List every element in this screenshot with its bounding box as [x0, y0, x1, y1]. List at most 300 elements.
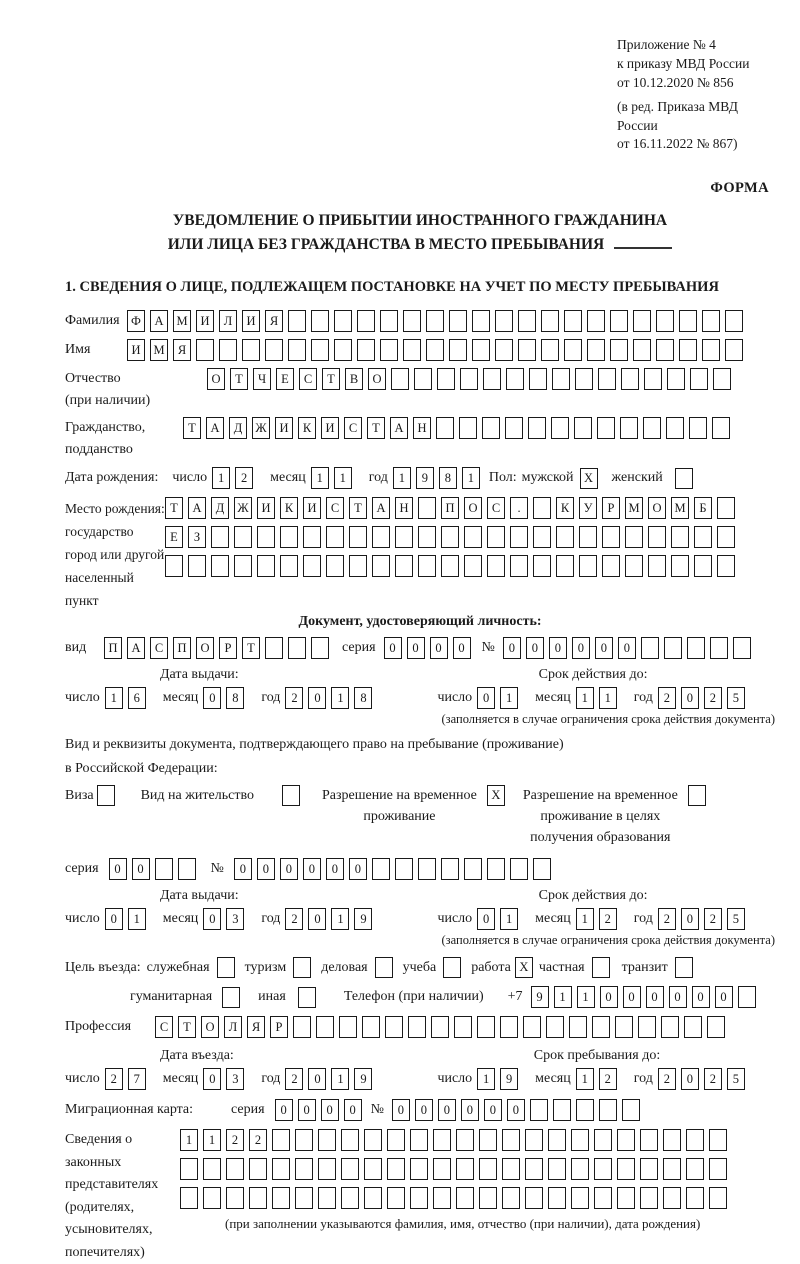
cell[interactable]: А: [127, 637, 145, 659]
cell[interactable]: З: [188, 526, 206, 548]
cell[interactable]: [431, 1016, 449, 1038]
cell[interactable]: 2: [599, 908, 617, 930]
cell[interactable]: [579, 555, 597, 577]
cell[interactable]: 0: [105, 908, 123, 930]
cell[interactable]: И: [242, 310, 260, 332]
doc-series-boxes[interactable]: [384, 637, 476, 659]
cell[interactable]: [414, 368, 432, 390]
cell[interactable]: 0: [308, 687, 326, 709]
cell[interactable]: [571, 1158, 589, 1180]
cell[interactable]: [599, 1099, 617, 1121]
cell[interactable]: Ф: [127, 310, 145, 332]
cell[interactable]: 1: [576, 687, 594, 709]
cell[interactable]: [625, 555, 643, 577]
cell[interactable]: [295, 1158, 313, 1180]
cell[interactable]: [663, 1129, 681, 1151]
cell[interactable]: [418, 497, 436, 519]
cell[interactable]: Т: [183, 417, 201, 439]
cell[interactable]: 2: [599, 1068, 617, 1090]
cell[interactable]: [459, 417, 477, 439]
cell[interactable]: [341, 1187, 359, 1209]
cell[interactable]: 1: [599, 687, 617, 709]
cell[interactable]: [257, 526, 275, 548]
cell[interactable]: 0: [623, 986, 641, 1008]
cell[interactable]: [664, 637, 682, 659]
cell[interactable]: [265, 339, 283, 361]
cell[interactable]: [686, 1158, 704, 1180]
cell[interactable]: [518, 310, 536, 332]
cell[interactable]: 9: [354, 1068, 372, 1090]
cell[interactable]: [272, 1187, 290, 1209]
cell[interactable]: Р: [270, 1016, 288, 1038]
cell[interactable]: М: [173, 310, 191, 332]
cell[interactable]: [510, 858, 528, 880]
cell[interactable]: [502, 1187, 520, 1209]
cell[interactable]: [219, 339, 237, 361]
cell[interactable]: [318, 1187, 336, 1209]
cell[interactable]: [510, 526, 528, 548]
cell[interactable]: [180, 1187, 198, 1209]
cell[interactable]: М: [625, 497, 643, 519]
cell[interactable]: 6: [128, 687, 146, 709]
cell[interactable]: 1: [477, 1068, 495, 1090]
cell[interactable]: [648, 555, 666, 577]
cell[interactable]: [679, 310, 697, 332]
cell[interactable]: [364, 1158, 382, 1180]
cell[interactable]: [529, 368, 547, 390]
cell[interactable]: [357, 310, 375, 332]
cell[interactable]: [464, 858, 482, 880]
cell[interactable]: [433, 1158, 451, 1180]
cell[interactable]: [548, 1158, 566, 1180]
cell[interactable]: П: [173, 637, 191, 659]
cell[interactable]: [640, 1158, 658, 1180]
cell[interactable]: 0: [280, 858, 298, 880]
migration-number-boxes[interactable]: [392, 1099, 645, 1121]
surname-boxes[interactable]: [127, 310, 748, 332]
cell[interactable]: [553, 1099, 571, 1121]
cell[interactable]: [472, 310, 490, 332]
cell[interactable]: Т: [178, 1016, 196, 1038]
cell[interactable]: [387, 1187, 405, 1209]
cell[interactable]: С: [155, 1016, 173, 1038]
cell[interactable]: [288, 339, 306, 361]
cell[interactable]: [576, 1099, 594, 1121]
cell[interactable]: 0: [453, 637, 471, 659]
cell[interactable]: 8: [439, 467, 457, 489]
cell[interactable]: [633, 339, 651, 361]
cell[interactable]: 1: [576, 1068, 594, 1090]
cell[interactable]: [426, 339, 444, 361]
cell[interactable]: [265, 637, 283, 659]
doc-expiry-month[interactable]: [576, 687, 622, 709]
cell[interactable]: С: [487, 497, 505, 519]
cell[interactable]: 1: [331, 908, 349, 930]
cell[interactable]: [709, 1129, 727, 1151]
cell[interactable]: [341, 1158, 359, 1180]
cell[interactable]: Т: [242, 637, 260, 659]
cell[interactable]: Д: [229, 417, 247, 439]
cell[interactable]: 8: [354, 687, 372, 709]
cell[interactable]: [617, 1187, 635, 1209]
cell[interactable]: [203, 1158, 221, 1180]
cell[interactable]: [733, 637, 751, 659]
cell[interactable]: [295, 1129, 313, 1151]
cell[interactable]: 1: [554, 986, 572, 1008]
cell[interactable]: [479, 1158, 497, 1180]
cell[interactable]: [349, 526, 367, 548]
until-year[interactable]: [658, 1068, 750, 1090]
cell[interactable]: [303, 555, 321, 577]
cell[interactable]: [644, 368, 662, 390]
cell[interactable]: [226, 1158, 244, 1180]
cell[interactable]: [391, 368, 409, 390]
cell[interactable]: 0: [715, 986, 733, 1008]
doc-issue-month[interactable]: [203, 687, 249, 709]
cell[interactable]: [506, 368, 524, 390]
purpose-checkbox-9[interactable]: [298, 987, 316, 1008]
cell[interactable]: 5: [727, 687, 745, 709]
cell[interactable]: [479, 1129, 497, 1151]
cell[interactable]: С: [150, 637, 168, 659]
cell[interactable]: [410, 1158, 428, 1180]
cell[interactable]: 1: [203, 1129, 221, 1151]
cell[interactable]: Н: [395, 497, 413, 519]
cell[interactable]: [495, 339, 513, 361]
cell[interactable]: У: [579, 497, 597, 519]
cell[interactable]: В: [345, 368, 363, 390]
cell[interactable]: О: [196, 637, 214, 659]
cell[interactable]: [387, 1129, 405, 1151]
cell[interactable]: 1: [212, 467, 230, 489]
cell[interactable]: [464, 555, 482, 577]
cell[interactable]: 0: [646, 986, 664, 1008]
cell[interactable]: 2: [105, 1068, 123, 1090]
cell[interactable]: 0: [321, 1099, 339, 1121]
migration-series-boxes[interactable]: [275, 1099, 367, 1121]
cell[interactable]: [334, 310, 352, 332]
cell[interactable]: [671, 526, 689, 548]
cell[interactable]: [533, 526, 551, 548]
cell[interactable]: [293, 1016, 311, 1038]
cell[interactable]: [548, 1129, 566, 1151]
cell[interactable]: П: [441, 497, 459, 519]
cell[interactable]: [656, 310, 674, 332]
cell[interactable]: [738, 986, 756, 1008]
cell[interactable]: 0: [681, 1068, 699, 1090]
cell[interactable]: 0: [308, 908, 326, 930]
cell[interactable]: 0: [132, 858, 150, 880]
cell[interactable]: [334, 339, 352, 361]
cell[interactable]: [694, 555, 712, 577]
doc-issue-day[interactable]: [105, 687, 151, 709]
cell[interactable]: 0: [692, 986, 710, 1008]
cell[interactable]: 0: [549, 637, 567, 659]
cell[interactable]: 2: [658, 1068, 676, 1090]
cell[interactable]: [640, 1187, 658, 1209]
cell[interactable]: О: [207, 368, 225, 390]
cell[interactable]: И: [303, 497, 321, 519]
cell[interactable]: С: [344, 417, 362, 439]
cell[interactable]: [472, 339, 490, 361]
cell[interactable]: [666, 417, 684, 439]
cell[interactable]: Т: [322, 368, 340, 390]
cell[interactable]: Ж: [252, 417, 270, 439]
cell[interactable]: [395, 555, 413, 577]
cell[interactable]: [403, 310, 421, 332]
cell[interactable]: [165, 555, 183, 577]
cell[interactable]: 2: [249, 1129, 267, 1151]
cell[interactable]: [686, 1129, 704, 1151]
cell[interactable]: [710, 637, 728, 659]
cell[interactable]: 9: [354, 908, 372, 930]
cell[interactable]: [249, 1158, 267, 1180]
birth-month-boxes[interactable]: [311, 467, 357, 489]
cell[interactable]: 2: [658, 687, 676, 709]
cell[interactable]: [357, 339, 375, 361]
cell[interactable]: С: [326, 497, 344, 519]
representatives-boxes-row1[interactable]: [180, 1129, 732, 1151]
cell[interactable]: [528, 417, 546, 439]
cell[interactable]: [574, 417, 592, 439]
cell[interactable]: 0: [572, 637, 590, 659]
cell[interactable]: [456, 1129, 474, 1151]
cell[interactable]: [689, 417, 707, 439]
cell[interactable]: [717, 555, 735, 577]
temp-residence-checkbox[interactable]: X: [487, 785, 505, 806]
cell[interactable]: 0: [430, 637, 448, 659]
cell[interactable]: [318, 1129, 336, 1151]
purpose-checkbox-1[interactable]: [217, 957, 235, 978]
profession-boxes[interactable]: [155, 1016, 730, 1038]
cell[interactable]: [525, 1187, 543, 1209]
cell[interactable]: [495, 310, 513, 332]
cell[interactable]: [556, 526, 574, 548]
cell[interactable]: [234, 555, 252, 577]
cell[interactable]: Я: [173, 339, 191, 361]
cell[interactable]: [546, 1016, 564, 1038]
until-day[interactable]: [477, 1068, 523, 1090]
cell[interactable]: [579, 526, 597, 548]
cell[interactable]: [694, 526, 712, 548]
cell[interactable]: [380, 339, 398, 361]
cell[interactable]: 0: [257, 858, 275, 880]
cell[interactable]: 0: [477, 908, 495, 930]
cell[interactable]: [707, 1016, 725, 1038]
doc-expiry-year[interactable]: [658, 687, 750, 709]
cell[interactable]: [598, 368, 616, 390]
cell[interactable]: [303, 526, 321, 548]
cell[interactable]: [597, 417, 615, 439]
cell[interactable]: 0: [438, 1099, 456, 1121]
cell[interactable]: 0: [618, 637, 636, 659]
cell[interactable]: Л: [219, 310, 237, 332]
cell[interactable]: [510, 555, 528, 577]
cell[interactable]: [686, 1187, 704, 1209]
cell[interactable]: [487, 858, 505, 880]
cell[interactable]: [617, 1129, 635, 1151]
cell[interactable]: Т: [349, 497, 367, 519]
representatives-boxes-row3[interactable]: [180, 1187, 732, 1209]
cell[interactable]: [564, 310, 582, 332]
cell[interactable]: [587, 310, 605, 332]
cell[interactable]: [615, 1016, 633, 1038]
cell[interactable]: [280, 555, 298, 577]
cell[interactable]: [196, 339, 214, 361]
cell[interactable]: [211, 526, 229, 548]
cell[interactable]: [621, 368, 639, 390]
cell[interactable]: 5: [727, 1068, 745, 1090]
cell[interactable]: 5: [727, 908, 745, 930]
visa-checkbox[interactable]: [97, 785, 115, 806]
cell[interactable]: [518, 339, 536, 361]
cell[interactable]: 2: [285, 1068, 303, 1090]
cell[interactable]: К: [556, 497, 574, 519]
cell[interactable]: 9: [416, 467, 434, 489]
cell[interactable]: 1: [105, 687, 123, 709]
cell[interactable]: А: [390, 417, 408, 439]
cell[interactable]: [725, 339, 743, 361]
cell[interactable]: 1: [331, 1068, 349, 1090]
entry-day[interactable]: [105, 1068, 151, 1090]
cell[interactable]: [280, 526, 298, 548]
cell[interactable]: 0: [384, 637, 402, 659]
cell[interactable]: Е: [276, 368, 294, 390]
cell[interactable]: 2: [226, 1129, 244, 1151]
cell[interactable]: [449, 339, 467, 361]
cell[interactable]: [594, 1158, 612, 1180]
entry-year[interactable]: [285, 1068, 377, 1090]
cell[interactable]: [372, 858, 390, 880]
cell[interactable]: [625, 526, 643, 548]
cell[interactable]: 1: [500, 908, 518, 930]
cell[interactable]: [610, 310, 628, 332]
cell[interactable]: [541, 339, 559, 361]
cell[interactable]: 1: [180, 1129, 198, 1151]
cell[interactable]: [410, 1187, 428, 1209]
permit-expiry-day[interactable]: [477, 908, 523, 930]
cell[interactable]: [372, 555, 390, 577]
cell[interactable]: [702, 310, 720, 332]
cell[interactable]: [318, 1158, 336, 1180]
cell[interactable]: 0: [681, 908, 699, 930]
entry-month[interactable]: [203, 1068, 249, 1090]
purpose-checkbox-3[interactable]: [375, 957, 393, 978]
cell[interactable]: [620, 417, 638, 439]
cell[interactable]: [155, 858, 173, 880]
cell[interactable]: 0: [275, 1099, 293, 1121]
cell[interactable]: 0: [407, 637, 425, 659]
purpose-checkbox-6[interactable]: [592, 957, 610, 978]
cell[interactable]: 1: [577, 986, 595, 1008]
representatives-boxes-row2[interactable]: [180, 1158, 732, 1180]
cell[interactable]: [725, 310, 743, 332]
cell[interactable]: [487, 555, 505, 577]
cell[interactable]: 0: [234, 858, 252, 880]
cell[interactable]: [533, 555, 551, 577]
cell[interactable]: 9: [531, 986, 549, 1008]
cell[interactable]: П: [104, 637, 122, 659]
gender-male-checkbox[interactable]: X: [580, 468, 598, 489]
permit-issue-year[interactable]: [285, 908, 377, 930]
cell[interactable]: [533, 858, 551, 880]
cell[interactable]: Т: [165, 497, 183, 519]
cell[interactable]: 8: [226, 687, 244, 709]
cell[interactable]: [592, 1016, 610, 1038]
cell[interactable]: [523, 1016, 541, 1038]
cell[interactable]: [395, 858, 413, 880]
patronymic-boxes[interactable]: [207, 368, 736, 390]
cell[interactable]: [571, 1187, 589, 1209]
temp-residence-edu-checkbox[interactable]: [688, 785, 706, 806]
residence-permit-checkbox[interactable]: [282, 785, 300, 806]
cell[interactable]: [556, 555, 574, 577]
cell[interactable]: [456, 1187, 474, 1209]
cell[interactable]: К: [298, 417, 316, 439]
cell[interactable]: 3: [226, 1068, 244, 1090]
cell[interactable]: О: [464, 497, 482, 519]
cell[interactable]: [441, 858, 459, 880]
cell[interactable]: И: [275, 417, 293, 439]
cell[interactable]: Е: [165, 526, 183, 548]
cell[interactable]: [671, 555, 689, 577]
cell[interactable]: [551, 417, 569, 439]
cell[interactable]: [372, 526, 390, 548]
cell[interactable]: [433, 1129, 451, 1151]
cell[interactable]: [441, 555, 459, 577]
name-boxes[interactable]: [127, 339, 748, 361]
cell[interactable]: [341, 1129, 359, 1151]
cell[interactable]: 2: [235, 467, 253, 489]
phone-boxes[interactable]: [531, 986, 761, 1008]
cell[interactable]: [477, 1016, 495, 1038]
birth-place-boxes-row1[interactable]: [165, 497, 740, 519]
cell[interactable]: [449, 310, 467, 332]
cell[interactable]: [702, 339, 720, 361]
cell[interactable]: [288, 637, 306, 659]
permit-expiry-year[interactable]: [658, 908, 750, 930]
cell[interactable]: [316, 1016, 334, 1038]
cell[interactable]: [311, 339, 329, 361]
cell[interactable]: 1: [311, 467, 329, 489]
cell[interactable]: [717, 526, 735, 548]
cell[interactable]: Ж: [234, 497, 252, 519]
cell[interactable]: .: [510, 497, 528, 519]
cell[interactable]: [226, 1187, 244, 1209]
cell[interactable]: [487, 526, 505, 548]
cell[interactable]: [502, 1158, 520, 1180]
cell[interactable]: [663, 1187, 681, 1209]
purpose-checkbox-4[interactable]: [443, 957, 461, 978]
cell[interactable]: [679, 339, 697, 361]
cell[interactable]: 0: [461, 1099, 479, 1121]
cell[interactable]: 2: [704, 1068, 722, 1090]
cell[interactable]: Р: [219, 637, 237, 659]
cell[interactable]: Д: [211, 497, 229, 519]
cell[interactable]: 2: [658, 908, 676, 930]
cell[interactable]: Ч: [253, 368, 271, 390]
purpose-checkbox-2[interactable]: [293, 957, 311, 978]
cell[interactable]: М: [671, 497, 689, 519]
cell[interactable]: 0: [344, 1099, 362, 1121]
cell[interactable]: 0: [595, 637, 613, 659]
cell[interactable]: 0: [392, 1099, 410, 1121]
cell[interactable]: [362, 1016, 380, 1038]
cell[interactable]: О: [201, 1016, 219, 1038]
cell[interactable]: 1: [393, 467, 411, 489]
cell[interactable]: [418, 526, 436, 548]
cell[interactable]: 2: [285, 687, 303, 709]
